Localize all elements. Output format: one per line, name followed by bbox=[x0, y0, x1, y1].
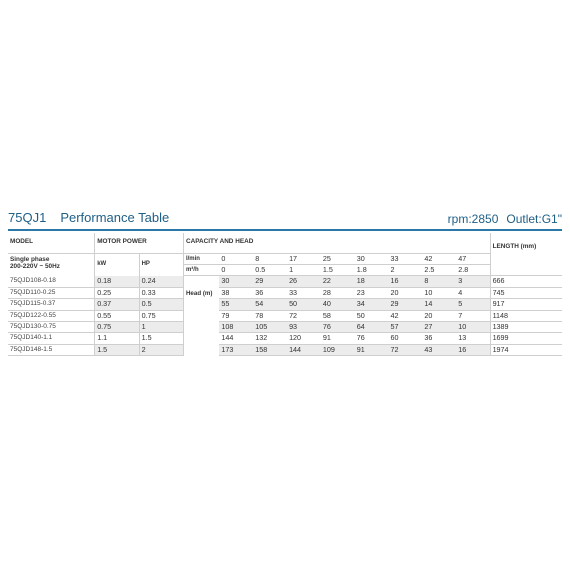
head-cell: 34 bbox=[355, 299, 389, 310]
head-cell: 27 bbox=[422, 321, 456, 332]
head-cell: 108 bbox=[219, 321, 253, 332]
rpm-spec: rpm:2850 bbox=[447, 212, 499, 226]
header-lmin: l/min bbox=[183, 253, 219, 264]
head-cell: 33 bbox=[287, 287, 321, 298]
head-cell: 16 bbox=[456, 344, 490, 355]
flow-m3h-cell: 1.5 bbox=[321, 264, 355, 275]
flow-m3h-cell: 1 bbox=[287, 264, 321, 275]
head-cell: 173 bbox=[219, 344, 253, 355]
flow-m3h-cell: 2 bbox=[389, 264, 423, 275]
head-cell: 30 bbox=[219, 276, 253, 287]
performance-table bbox=[8, 233, 562, 356]
head-cell: 10 bbox=[456, 321, 490, 332]
head-cell: 91 bbox=[321, 333, 355, 344]
table-row bbox=[8, 344, 562, 355]
model-cell: 75QJD148-1.5 bbox=[8, 344, 95, 355]
header-hp: HP bbox=[139, 253, 183, 276]
header-length: LENGTH (mm) bbox=[490, 233, 562, 264]
head-cell: 158 bbox=[253, 344, 287, 355]
head-cell: 38 bbox=[219, 287, 253, 298]
model-cell: 75QJD110-0.25 bbox=[8, 287, 95, 298]
head-cell: 58 bbox=[321, 310, 355, 321]
kw-cell: 0.75 bbox=[95, 321, 139, 332]
phase-voltage bbox=[8, 253, 95, 276]
head-cell: 55 bbox=[219, 299, 253, 310]
kw-cell: 1.1 bbox=[95, 333, 139, 344]
head-cell: 23 bbox=[355, 287, 389, 298]
model-cell: 75QJD140-1.1 bbox=[8, 333, 95, 344]
head-cell: 7 bbox=[456, 310, 490, 321]
kw-cell: 0.37 bbox=[95, 299, 139, 310]
length-cell: 666 bbox=[490, 276, 562, 287]
kw-cell: 0.55 bbox=[95, 310, 139, 321]
head-cell: 29 bbox=[253, 276, 287, 287]
head-cell: 4 bbox=[456, 287, 490, 298]
head-cell: 5 bbox=[456, 299, 490, 310]
series-name: 75QJ1 bbox=[8, 210, 47, 225]
head-cell: 144 bbox=[219, 333, 253, 344]
head-cell: 54 bbox=[253, 299, 287, 310]
head-cell: 13 bbox=[456, 333, 490, 344]
head-cell: 36 bbox=[253, 287, 287, 298]
flow-lmin-cell: 25 bbox=[321, 253, 355, 264]
head-cell: 60 bbox=[389, 333, 423, 344]
head-cell: 57 bbox=[389, 321, 423, 332]
head-cell: 109 bbox=[321, 344, 355, 355]
length-cell: 1389 bbox=[490, 321, 562, 332]
voltage-label: 200-220V ~ 50Hz bbox=[10, 263, 60, 270]
kw-cell: 1.5 bbox=[95, 344, 139, 355]
length-cell: 917 bbox=[490, 299, 562, 310]
head-cell: 8 bbox=[422, 276, 456, 287]
flow-lmin-cell: 42 bbox=[422, 253, 456, 264]
head-cell: 144 bbox=[287, 344, 321, 355]
hp-cell: 0.33 bbox=[139, 287, 183, 298]
head-cell: 72 bbox=[389, 344, 423, 355]
header-m3h: m³/h bbox=[183, 264, 219, 275]
head-cell: 105 bbox=[253, 321, 287, 332]
head-cell: 22 bbox=[321, 276, 355, 287]
flow-lmin-cell: 0 bbox=[219, 253, 253, 264]
table-row bbox=[8, 333, 562, 344]
hp-cell: 0.5 bbox=[139, 299, 183, 310]
head-cell: 18 bbox=[355, 276, 389, 287]
table-row bbox=[8, 276, 562, 287]
kw-cell: 0.18 bbox=[95, 276, 139, 287]
kw-cell: 0.25 bbox=[95, 287, 139, 298]
flow-m3h-cell: 0 bbox=[219, 264, 253, 275]
hp-cell: 1.5 bbox=[139, 333, 183, 344]
head-cell: 72 bbox=[287, 310, 321, 321]
header-model: MODEL bbox=[8, 233, 95, 253]
flow-m3h-cell: 2.5 bbox=[422, 264, 456, 275]
header-motor-power: MOTOR POWER bbox=[95, 233, 184, 253]
hp-cell: 0.24 bbox=[139, 276, 183, 287]
table-row bbox=[8, 287, 562, 298]
flow-lmin-cell: 30 bbox=[355, 253, 389, 264]
head-cell: 29 bbox=[389, 299, 423, 310]
head-cell: 64 bbox=[355, 321, 389, 332]
flow-lmin-cell: 17 bbox=[287, 253, 321, 264]
flow-lmin-cell: 47 bbox=[456, 253, 490, 264]
length-cell: 1148 bbox=[490, 310, 562, 321]
head-cell: 16 bbox=[389, 276, 423, 287]
head-cell: 50 bbox=[355, 310, 389, 321]
head-cell: 14 bbox=[422, 299, 456, 310]
spec-summary bbox=[448, 212, 562, 226]
table-row bbox=[8, 321, 562, 332]
header-capacity-head: CAPACITY AND HEAD bbox=[183, 233, 490, 253]
hp-cell: 0.75 bbox=[139, 310, 183, 321]
table-title bbox=[8, 210, 169, 225]
head-cell: 3 bbox=[456, 276, 490, 287]
length-cell: 1699 bbox=[490, 333, 562, 344]
head-cell: 43 bbox=[422, 344, 456, 355]
head-cell: 78 bbox=[253, 310, 287, 321]
table-body bbox=[8, 233, 562, 356]
head-cell: 20 bbox=[389, 287, 423, 298]
head-cell: 76 bbox=[355, 333, 389, 344]
model-cell: 75QJD122-0.55 bbox=[8, 310, 95, 321]
flow-m3h-cell: 0.5 bbox=[253, 264, 287, 275]
model-cell: 75QJD108-0.18 bbox=[8, 276, 95, 287]
head-cell: 40 bbox=[321, 299, 355, 310]
head-cell: 79 bbox=[219, 310, 253, 321]
head-cell: 50 bbox=[287, 299, 321, 310]
table-row bbox=[8, 299, 562, 310]
head-label: Head (m) bbox=[183, 276, 219, 356]
header-kw: kW bbox=[95, 253, 139, 276]
head-cell: 132 bbox=[253, 333, 287, 344]
hp-cell: 1 bbox=[139, 321, 183, 332]
head-cell: 76 bbox=[321, 321, 355, 332]
head-cell: 36 bbox=[422, 333, 456, 344]
performance-grid bbox=[8, 233, 562, 356]
model-cell: 75QJD130-0.75 bbox=[8, 321, 95, 332]
table-row bbox=[8, 310, 562, 321]
flow-lmin-cell: 8 bbox=[253, 253, 287, 264]
length-header-gap bbox=[490, 264, 562, 275]
flow-m3h-cell: 1.8 bbox=[355, 264, 389, 275]
head-cell: 26 bbox=[287, 276, 321, 287]
outlet-spec: Outlet:G1" bbox=[506, 212, 562, 226]
flow-m3h-cell: 2.8 bbox=[456, 264, 490, 275]
flow-lmin-cell: 33 bbox=[389, 253, 423, 264]
head-cell: 42 bbox=[389, 310, 423, 321]
title-label: Performance Table bbox=[60, 210, 170, 225]
head-cell: 91 bbox=[355, 344, 389, 355]
hp-cell: 2 bbox=[139, 344, 183, 355]
head-cell: 93 bbox=[287, 321, 321, 332]
length-cell: 745 bbox=[490, 287, 562, 298]
phase-label: Single phase bbox=[10, 255, 50, 263]
length-cell: 1974 bbox=[490, 344, 562, 355]
head-cell: 28 bbox=[321, 287, 355, 298]
title-rule bbox=[8, 229, 562, 231]
head-cell: 120 bbox=[287, 333, 321, 344]
model-cell: 75QJD115-0.37 bbox=[8, 299, 95, 310]
head-cell: 20 bbox=[422, 310, 456, 321]
head-cell: 10 bbox=[422, 287, 456, 298]
